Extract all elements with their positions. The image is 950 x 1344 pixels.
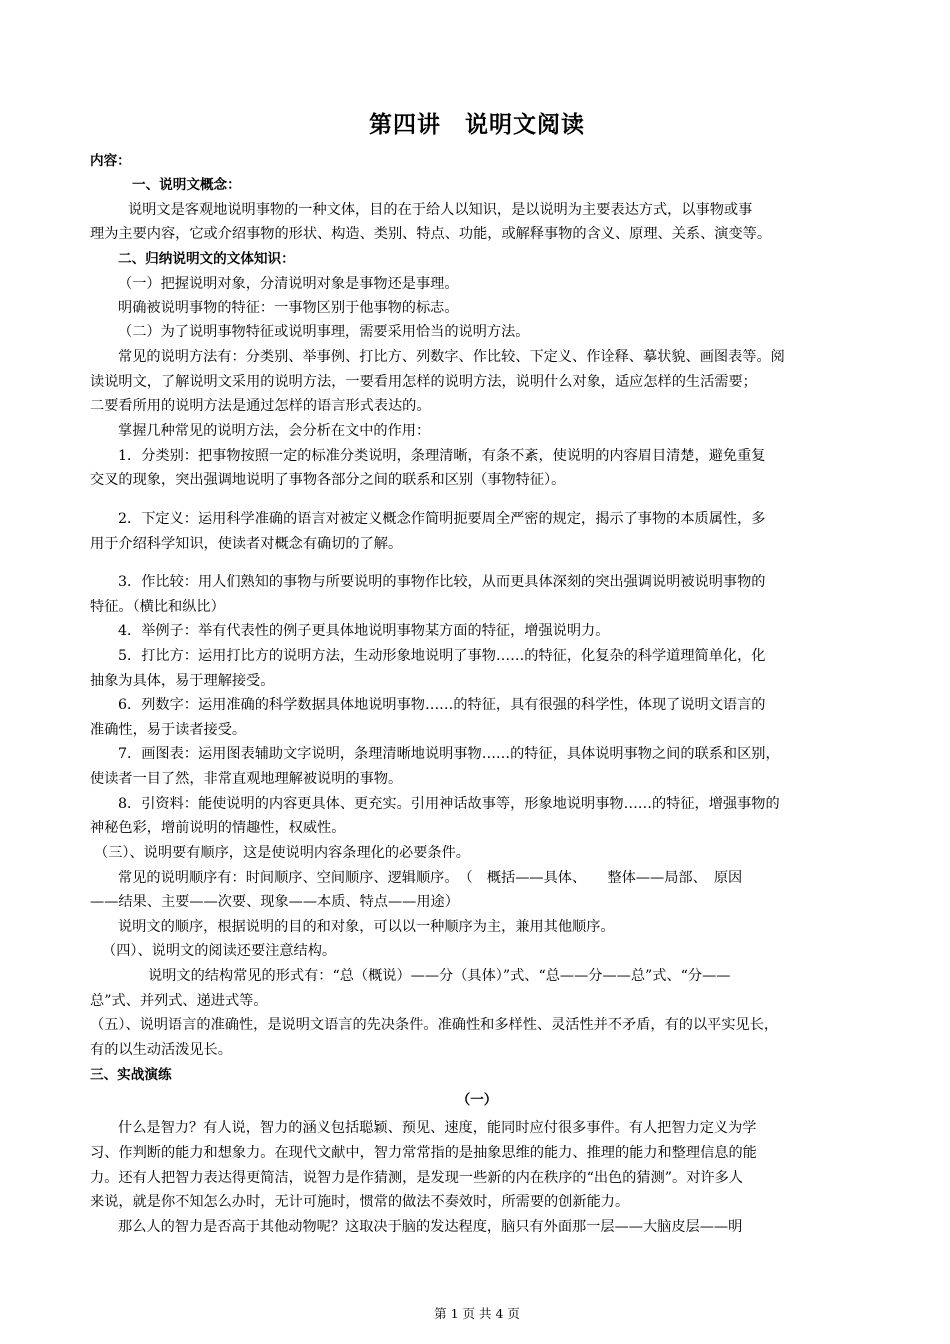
method-item: 1．分类别：把事物按照一定的标准分类说明，条理清晰，有条不紊，使说明的内容眉目清楚，避免重复 [118, 448, 766, 464]
section-heading-1: 一、说明文概念： [132, 177, 241, 193]
paragraph-line: （四）、说明文的阅读还要注意结构。 [102, 943, 337, 959]
page-number-footer: 第 1 页 共 4 页 [434, 1306, 520, 1321]
method-item: 6．列数字：运用准确的科学数据具体地说明事物……的特征，具有很强的科学性，体现了说明文语言的 [118, 697, 766, 713]
paragraph-line: 有的以生动活泼见长。 [90, 1042, 232, 1058]
section-heading-2: 二、归纳说明文的文体知识： [118, 251, 295, 267]
method-item: 4．举例子：举有代表性的例子更具体地说明事物某方面的特征，增强说明力。 [118, 623, 610, 639]
paragraph-line: 说明文是客观地说明事物的一种文体，目的在于给人以知识，是以说明为主要表达方式，以事物或事 [128, 202, 753, 218]
paragraph-line: 掌握几种常见的说明方法，会分析在文中的作用： [118, 423, 431, 439]
paragraph-line: （一）把握说明对象，分清说明对象是事物还是事理。 [118, 276, 459, 292]
paragraph-line: 力。还有人把智力表达得更简洁，说智力是作猜测，是发现一些新的内在秩序的“出色的猜测”。对许多人 [90, 1170, 743, 1186]
paragraph-line: 理为主要内容，它或介绍事物的形状、构造、类别、特点、功能，或解释事物的含义、原理、关系、演变等。 [90, 226, 772, 242]
paragraph-line: 准确性，易于读者接受。 [90, 722, 247, 738]
paragraph-line: 总”式、并列式、递进式等。 [90, 993, 268, 1009]
paragraph-line: 说明文的顺序，根据说明的目的和对象，可以以一种顺序为主，兼用其他顺序。 [118, 919, 615, 935]
paragraph-line: 神秘色彩，增前说明的情趣性，权威性。 [90, 820, 346, 836]
paragraph-line: 读说明文，了解说明文采用的说明方法，一要看用怎样的说明方法，说明什么对象，适应怎样的生活需要； [90, 374, 757, 390]
paragraph-line: 常见的说明顺序有：时间顺序、空间顺序、逻辑顺序。 （ 概括——具体、 整体——局部、 原因 [118, 870, 743, 886]
section-heading-3: 三、实战演练 [90, 1067, 172, 1083]
paragraph-line: 来说，就是你不知怎么办时，无计可施时，惯常的做法不奏效时，所需要的创新能力。 [90, 1194, 630, 1210]
paragraph-line: 常见的说明方法有：分类别、举事例、打比方、列数字、作比较、下定义、作诠释、摹状貌、画图表等。阅 [118, 349, 785, 365]
paragraph-line: 什么是智力？有人说，智力的涵义包括聪颖、预见、速度，能同时应付很多事件。有人把智力定义为学 [118, 1120, 757, 1136]
method-item: 3．作比较：用人们熟知的事物与所要说明的事物作比较，从而更具体深刻的突出强调说明被说明事物的 [118, 574, 766, 590]
paragraph-line: 抽象为具体，易于理解接受。 [90, 673, 275, 689]
method-item: 7．画图表：运用图表辅助文字说明，条理清晰地说明事物……的特征，具体说明事物之间的联系和区别， [118, 746, 780, 762]
method-item: 8．引资料：能使说明的内容更具体、更充实。引用神话故事等，形象地说明事物……的特征，增强事物的 [118, 796, 780, 812]
paragraph-line: 习、作判断的能力和想象力。在现代文献中，智力常常指的是抽象思维的能力、推理的能力和整理信息的能 [90, 1145, 757, 1161]
paragraph-line: （五）、说明语言的准确性，是说明文语言的先决条件。准确性和多样性、灵活性并不矛盾，有的以平实见长， [90, 1017, 779, 1033]
paragraph-line: 特征。（横比和纵比） [90, 599, 225, 615]
paragraph-line: （二）为了说明事物特征或说明事理，需要采用恰当的说明方法。 [118, 324, 530, 340]
paragraph-line: 交叉的现象，突出强调地说明了事物各部分之间的联系和区别（事物特征）。 [90, 472, 566, 488]
exercise-number: （一） [456, 1092, 498, 1108]
page-title: 第四讲 说明文阅读 [369, 112, 585, 138]
paragraph-line: （三）、说明要有顺序，这是使说明内容条理化的必要条件。 [94, 845, 470, 861]
paragraph-line: 用于介绍科学知识，使读者对概念有确切的了解。 [90, 536, 403, 552]
content-label: 内容： [90, 153, 131, 169]
paragraph-line: 明确被说明事物的特征：一事物区别于他事物的标志。 [118, 300, 459, 316]
paragraph-line: ——结果、主要——次要、现象——本质、特点——用途） [90, 894, 459, 910]
paragraph-line: 说明文的结构常见的形式有：“总（概说）——分（具体）”式、“总——分——总”式、“分—— [148, 968, 731, 984]
paragraph-line: 使读者一目了然，非常直观地理解被说明的事物。 [90, 771, 403, 787]
method-item: 5．打比方：运用打比方的说明方法，生动形象地说明了事物……的特征，化复杂的科学道理简单化，化 [118, 648, 766, 664]
method-item: 2．下定义：运用科学准确的语言对被定义概念作简明扼要周全严密的规定，揭示了事物的本质属性，多 [118, 511, 766, 527]
document-page [90, 0, 864, 1344]
paragraph-line: 二要看所用的说明方法是通过怎样的语言形式表达的。 [90, 398, 431, 414]
paragraph-line: 那么人的智力是否高于其他动物呢？这取决于脑的发达程度，脑只有外面那一层——大脑皮层——明 [118, 1219, 743, 1235]
